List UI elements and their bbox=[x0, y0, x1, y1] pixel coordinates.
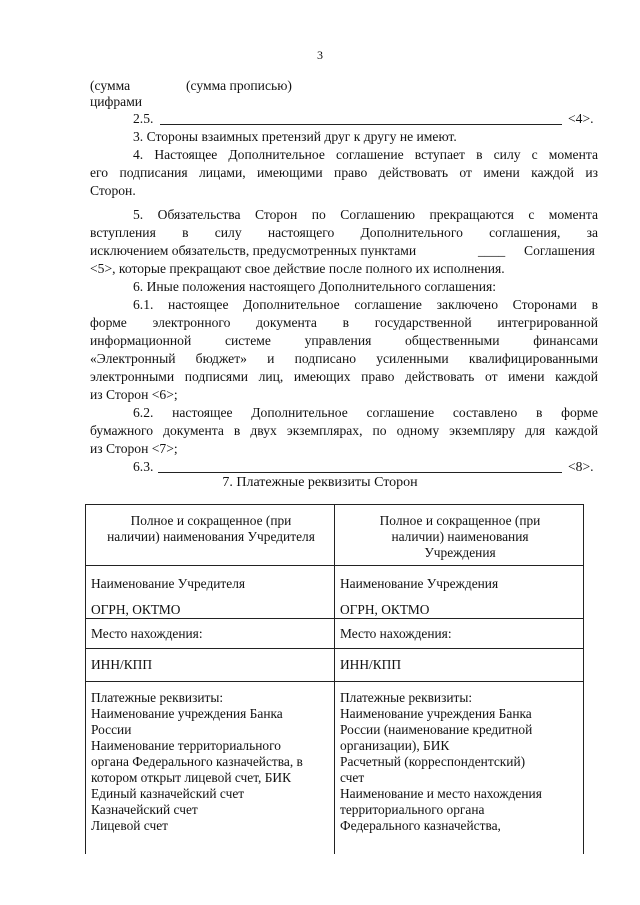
founder-payment-line: Единый казначейский счет bbox=[91, 786, 245, 801]
sum-digits-label-cont: цифрами bbox=[90, 94, 143, 109]
item-5-line-4: <5>, которые прекращают свое действие после полного их исполнения. bbox=[90, 261, 505, 276]
institution-location: Место нахождения: bbox=[335, 619, 584, 649]
founder-location: Место нахождения: bbox=[86, 619, 335, 649]
item-4-line-1: 4. Настоящее Дополнительное соглашение вступает в силу с момента bbox=[133, 147, 598, 162]
item-6-2-line-3: из Сторон <7>; bbox=[90, 441, 178, 456]
institution-payment-line: Наименование учреждения Банка bbox=[340, 706, 532, 721]
item-5-line-3b: Соглашения bbox=[524, 243, 595, 258]
item-6-3-number: 6.3. bbox=[133, 459, 154, 474]
institution-payment-line: территориального органа bbox=[340, 802, 485, 817]
item-4-line-2: его подписания лицами, имеющими право действовать от имени каждой из bbox=[90, 165, 598, 180]
founder-inn: ИНН/КПП bbox=[86, 649, 335, 682]
item-6-1-line-1: 6.1. настоящее Дополнительное соглашение заключено Сторонами в bbox=[133, 297, 598, 312]
item-6-3-fill-line bbox=[158, 472, 562, 473]
institution-payment-line: организации), БИК bbox=[340, 738, 450, 753]
institution-payment-line: России (наименование кредитной bbox=[340, 722, 533, 737]
item-5-line-3a: исключением обязательств, предусмотренных пунктами bbox=[90, 243, 417, 258]
header-institution-line: Учреждения bbox=[424, 545, 496, 560]
institution-payment-details bbox=[335, 682, 584, 854]
institution-payment-line: Расчетный (корреспондентский) bbox=[340, 754, 526, 769]
item-6-1-line-2: форме электронного документа в государственной интегрированной bbox=[90, 315, 598, 330]
founder-payment-line: России bbox=[91, 722, 132, 737]
founder-payment-line: Лицевой счет bbox=[91, 818, 169, 833]
item-3: 3. Стороны взаимных претензий друг к другу не имеют. bbox=[133, 129, 457, 144]
founder-payment-line: котором открыт лицевой счет, БИК bbox=[91, 770, 292, 785]
institution-inn: ИНН/КПП bbox=[335, 649, 584, 682]
institution-payment-line: Федерального казначейства, bbox=[340, 818, 501, 833]
header-founder-line: наличии) наименования Учредителя bbox=[107, 529, 315, 544]
item-5-line-1: 5. Обязательства Сторон по Соглашению прекращаются с момента bbox=[133, 207, 598, 222]
institution-name-cell bbox=[335, 566, 584, 619]
founder-name-cell bbox=[86, 566, 335, 619]
header-institution-line: наличии) наименования bbox=[391, 529, 529, 544]
item-6-2-line-1: 6.2. настоящее Дополнительное соглашение составлено в форме bbox=[133, 405, 598, 420]
sum-words-label: (сумма прописью) bbox=[186, 78, 292, 93]
header-institution bbox=[335, 505, 584, 566]
institution-payment-line: Наименование и место нахождения bbox=[340, 786, 542, 801]
institution-name: Наименование Учреждения bbox=[340, 576, 499, 591]
item-4-line-3: Сторон. bbox=[90, 183, 136, 198]
header-institution-line: Полное и сокращенное (при bbox=[379, 513, 541, 528]
item-2-5-number: 2.5. bbox=[133, 111, 154, 126]
page-number: 3 bbox=[317, 48, 323, 62]
founder-ogrn: ОГРН, ОКТМО bbox=[91, 602, 181, 617]
item-5-blank: ____ bbox=[478, 243, 506, 258]
item-6: 6. Иные положения настоящего Дополнительного соглашения: bbox=[133, 279, 497, 294]
founder-payment-line: Платежные реквизиты: bbox=[91, 690, 224, 705]
item-6-2-line-2: бумажного документа в двух экземплярах, по одному экземпляру для каждой bbox=[90, 423, 598, 438]
sum-digits-label: (сумма bbox=[90, 78, 131, 93]
founder-payment-line: органа Федерального казначейства, в bbox=[91, 754, 303, 769]
item-6-1-line-3: информационной системе управления общественными финансами bbox=[90, 333, 598, 348]
item-2-5-fill-line bbox=[160, 124, 562, 125]
header-founder bbox=[86, 505, 335, 566]
founder-payment-line: Наименование учреждения Банка bbox=[91, 706, 283, 721]
founder-name: Наименование Учредителя bbox=[91, 576, 246, 591]
item-6-1-line-6: из Сторон <6>; bbox=[90, 387, 178, 402]
item-6-1-line-4: «Электронный бюджет» и подписано усиленными квалифицированными bbox=[90, 351, 598, 366]
founder-payment-details bbox=[86, 682, 335, 854]
header-founder-line: Полное и сокращенное (при bbox=[130, 513, 292, 528]
founder-payment-line: Наименование территориального bbox=[91, 738, 281, 753]
institution-payment-line: счет bbox=[340, 770, 365, 785]
payment-details-table bbox=[85, 504, 584, 854]
institution-ogrn: ОГРН, ОКТМО bbox=[340, 602, 430, 617]
item-6-3-ref: <8>. bbox=[568, 459, 594, 474]
section-7-title: 7. Платежные реквизиты Сторон bbox=[222, 475, 418, 490]
item-6-1-line-5: электронными подписями лиц, имеющих право действовать от имени каждой bbox=[90, 369, 598, 384]
institution-payment-line: Платежные реквизиты: bbox=[340, 690, 473, 705]
item-2-5-ref: <4>. bbox=[568, 111, 594, 126]
founder-payment-line: Казначейский счет bbox=[91, 802, 198, 817]
item-5-line-2: вступления в силу настоящего Дополнительного соглашения, за bbox=[90, 225, 598, 240]
